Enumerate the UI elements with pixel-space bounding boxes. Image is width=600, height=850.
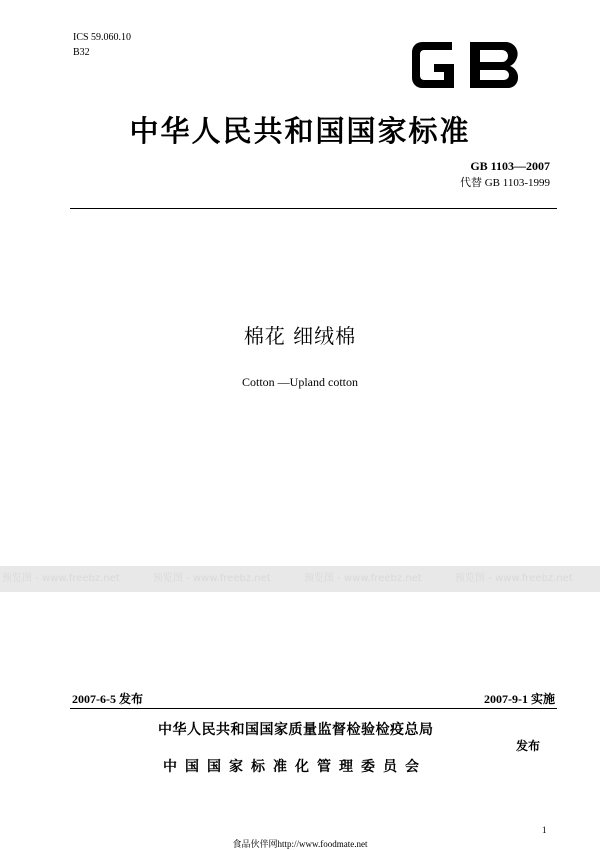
top-divider (70, 208, 557, 209)
watermark-text: 预览图 - www.freebz.net (153, 573, 271, 584)
issue-date: 2007-6-5 发布 (72, 692, 143, 706)
issuer-aqsiq: 中华人民共和国国家质量监督检验检疫总局 (158, 722, 434, 738)
gb-logo-text: GB (408, 36, 410, 37)
standard-number: GB 1103—2007 (470, 159, 550, 173)
replaces-standard: 代替 GB 1103-1999 (459, 177, 550, 189)
watermark-text: 预览图 - www.freebz.net (455, 573, 573, 584)
implementation-date: 2007-9-1 实施 (484, 692, 555, 706)
gb-logo (408, 36, 524, 94)
page-number: 1 (542, 825, 547, 835)
ics-code: ICS 59.060.10 (73, 32, 132, 43)
watermark-text: 预览图 - www.freebz.net (304, 573, 422, 584)
bottom-divider (70, 708, 557, 709)
watermark-text: 预览图 - www.freebz.net (2, 573, 120, 584)
document-title-cn: 棉花 细绒棉 (243, 324, 357, 348)
source-url: 食品伙伴网http://www.foodmate.net (232, 839, 368, 849)
category-code: B32 (73, 47, 90, 58)
ics-classification (73, 30, 131, 60)
issuer-sac: 中国国家标准化管理委员会 (163, 759, 427, 775)
watermark-band (0, 566, 600, 592)
document-title-en: Cotton —Upland cotton (242, 375, 358, 389)
publish-label: 发布 (516, 739, 541, 753)
national-standard-title: 中华人民共和国国家标准 (129, 114, 471, 148)
